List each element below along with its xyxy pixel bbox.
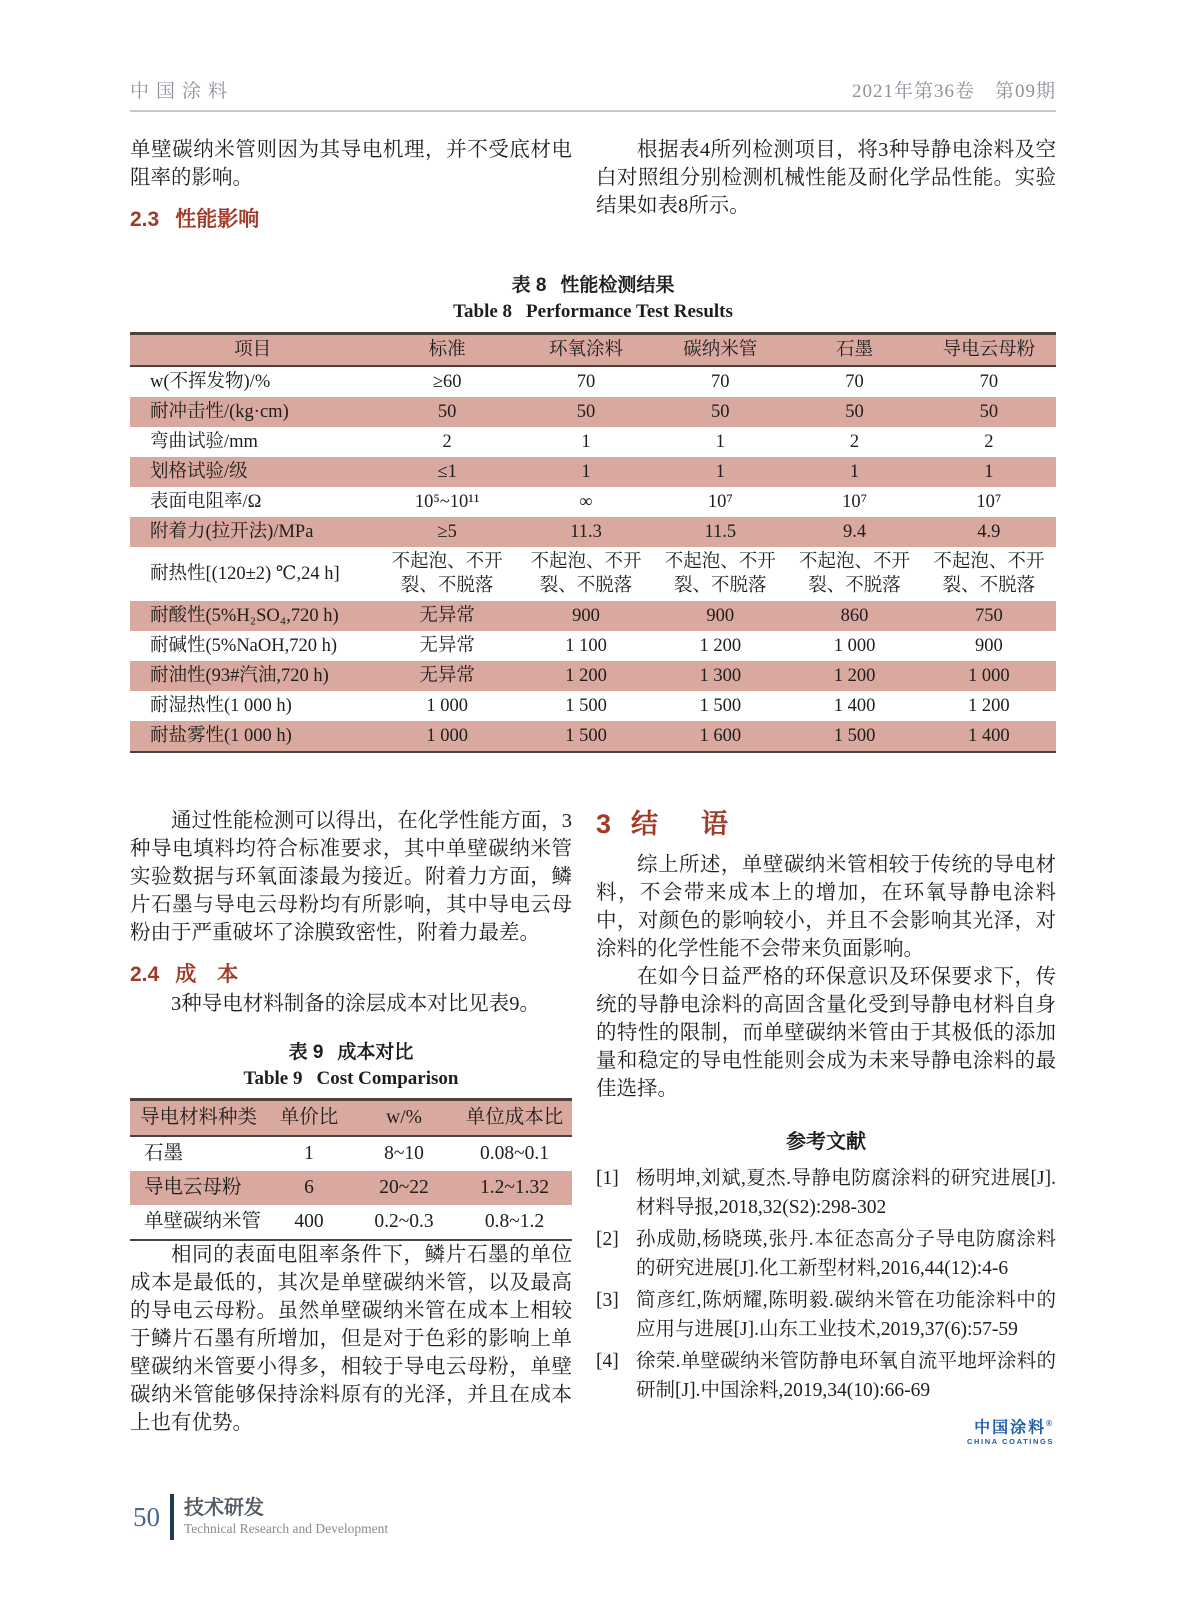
table-cell: 860 (840, 606, 869, 626)
table-row (130, 427, 1056, 457)
table-cell: 无异常 (419, 606, 475, 626)
cost-comparison-table (130, 1098, 572, 1241)
table-cell: 10⁷ (842, 492, 868, 512)
reference-text: 孙成勋,杨晓瑛,张丹.本征态高分子导电防腐涂料的研究进展[J].化工新型材料,2016,44(12):4-6 (636, 1229, 1056, 1279)
table8-caption-en-label: Table 8 (453, 301, 513, 322)
table-cell: 不起泡、不开裂、不脱落 (799, 552, 911, 596)
table-cell: 750 (974, 606, 1003, 626)
table-cell: 10⁷ (976, 492, 1002, 512)
table-cell: 不起泡、不开裂、不脱落 (391, 552, 503, 596)
table-row (130, 547, 1056, 601)
performance-test-table (130, 332, 1056, 753)
table-cell: 70 (845, 372, 864, 392)
table8-caption-zh-label: 表 8 (511, 275, 547, 296)
paragraph-conclusion-2: 在如今日益严格的环保意识及环保要求下，传统的导静电涂料的高固含量化受到导静电材料自身的特性的限制，而单壁碳纳米管由于其极低的添加量和稳定的导电性能则会成为未来导静电涂料的最佳选择。 (596, 966, 1056, 1100)
table9-block (130, 1040, 572, 1241)
table-cell: 900 (572, 606, 600, 626)
reference-item (596, 1164, 1056, 1222)
table-cell: 70 (979, 372, 999, 392)
table-cell: 2 (849, 432, 860, 452)
table-cell: ≥60 (432, 372, 462, 392)
table-row (130, 691, 1056, 721)
row-label: 耐酸性(5%H₂SO₄,720 h) (150, 606, 339, 626)
section-heading-3 (596, 807, 1056, 841)
table-cell: 2 (984, 432, 994, 452)
main-section (130, 807, 1056, 1447)
table-cell: 不起泡、不开裂、不脱落 (530, 552, 642, 596)
page-content (130, 76, 1056, 1447)
table-cell: 2 (442, 432, 452, 452)
row-label: 耐碱性(5%NaOH,720 h) (150, 636, 338, 656)
logo-trademark-icon: ® (1046, 1419, 1054, 1428)
table-row (130, 517, 1056, 547)
table-cell: 1 100 (565, 636, 607, 656)
table-cell: 6 (304, 1177, 314, 1198)
section-heading-2-3 (130, 205, 572, 235)
table-cell: 1 000 (426, 696, 468, 716)
logo-zh-label: 中国涂料 (974, 1419, 1047, 1437)
table9-caption-en-label: Table 9 (243, 1068, 303, 1089)
china-coatings-logo (596, 1415, 1056, 1447)
reference-text: 徐荣.单壁碳纳米管防静电环氧自流平地坪涂料的研制[J].中国涂料,2019,34(10):66-69 (636, 1351, 1056, 1401)
table-cell: 不起泡、不开裂、不脱落 (664, 552, 776, 596)
reference-number: [1] (596, 1168, 619, 1189)
table-cell: 11.5 (704, 522, 737, 542)
table-cell: 400 (294, 1211, 324, 1232)
references-list (596, 1164, 1056, 1405)
table-cell: 50 (845, 402, 864, 422)
row-label: 导电云母粉 (144, 1177, 242, 1198)
table-row (130, 721, 1056, 752)
page-number: 50 (133, 1501, 160, 1532)
page-footer (133, 1494, 388, 1540)
table-row (130, 457, 1056, 487)
table-cell: 4.9 (977, 522, 1001, 542)
table-row (130, 397, 1056, 427)
table-cell: ∞ (579, 492, 593, 512)
section-number: 3 (596, 809, 612, 839)
table-cell: 10⁷ (707, 492, 733, 512)
footer-section (184, 1496, 388, 1538)
table-cell: 1 200 (699, 636, 742, 656)
row-label: 耐盐雾性(1 000 h) (150, 726, 292, 746)
table-cell: 1 (304, 1143, 314, 1164)
table-row (130, 366, 1056, 397)
intro-section (130, 136, 1056, 235)
table-cell: 50 (711, 402, 730, 422)
section-heading-2-4 (130, 960, 572, 990)
table-cell: 10⁵~10¹¹ (414, 492, 480, 512)
table-cell: 1 200 (968, 696, 1010, 716)
reference-item (596, 1225, 1056, 1283)
column-header: 导电材料种类 (140, 1107, 258, 1128)
table-header-row (130, 1100, 572, 1137)
paragraph-cost-intro: 3种导电材料制备的涂层成本对比见表9。 (171, 993, 540, 1015)
column-header: 标准 (428, 340, 466, 360)
row-label: 表面电阻率/Ω (150, 492, 262, 512)
table-row (130, 631, 1056, 661)
table-cell: 1 500 (833, 726, 876, 746)
table-cell: 50 (437, 402, 457, 422)
section-title: 成 本 (175, 963, 239, 986)
table-header-row (130, 334, 1056, 367)
row-label: w(不挥发物)/% (150, 372, 271, 392)
table-cell: 0.2~0.3 (374, 1211, 434, 1232)
issue-info: 2021年第36卷 第09期 (851, 81, 1056, 102)
table9-caption-en-title: Cost Comparison (316, 1068, 459, 1089)
table-cell: ≤1 (437, 462, 457, 482)
column-header: 环氧涂料 (549, 340, 624, 360)
table-cell: 1 200 (833, 666, 876, 686)
table8-caption-zh (130, 273, 1056, 299)
row-label: 耐湿热性(1 000 h) (150, 696, 292, 716)
column-header: 单位成本比 (465, 1107, 564, 1128)
section-title: 结 语 (631, 809, 737, 839)
row-label: 耐热性[(120±2) ℃,24 h] (150, 564, 340, 584)
table-row (130, 1171, 572, 1205)
footer-section-en: Technical Research and Development (184, 1521, 389, 1536)
table9-caption-zh (130, 1040, 572, 1066)
table-cell: 1 600 (699, 726, 742, 746)
row-label: 划格试验/级 (150, 462, 248, 482)
reference-number: [2] (596, 1229, 619, 1250)
table-cell: 900 (974, 636, 1003, 656)
table-cell: 无异常 (419, 666, 475, 686)
table-cell: 1 (715, 462, 725, 482)
left-column (130, 807, 572, 1447)
table-cell: 9.4 (842, 522, 867, 542)
table9-caption-en (130, 1066, 572, 1092)
table-cell: 50 (979, 402, 999, 422)
reference-number: [3] (596, 1290, 619, 1311)
paragraph-cost-discussion: 相同的表面电阻率条件下，鳞片石墨的单位成本是最低的，其次是单壁碳纳米管，以及最高的导电云母粉。虽然单壁碳纳米管在成本上相较于鳞片石墨有所增加，但是对于色彩的影响上单壁碳纳米管要小得多，相较于导电云母粉，单壁碳纳米管能够保持涂料原有的光泽，并且在成本上也有优势。 (130, 1244, 572, 1434)
section-title: 性能影响 (175, 208, 260, 231)
reference-text: 简彦红,陈炳耀,陈明毅.碳纳米管在功能涂料中的应用与进展[J].山东工业技术,2019,37(6):57-59 (636, 1290, 1056, 1340)
table-cell: 70 (576, 372, 596, 392)
section-number: 2.4 (130, 963, 160, 986)
table-cell: 不起泡、不开裂、不脱落 (933, 552, 1045, 596)
page-header (130, 76, 1056, 112)
section-number: 2.3 (130, 208, 160, 231)
table8-caption-zh-title: 性能检测结果 (560, 275, 675, 296)
column-header: 石墨 (836, 340, 874, 360)
row-label: 石墨 (144, 1143, 184, 1164)
table8-caption-en (130, 299, 1056, 325)
table-row (130, 661, 1056, 691)
column-header: 碳纳米管 (683, 340, 758, 360)
row-label: 耐油性(93#汽油,720 h) (150, 666, 329, 686)
right-column (596, 807, 1056, 1447)
journal-name: 中国涂料 (130, 81, 235, 102)
table-cell: 1 500 (565, 726, 607, 746)
column-header: w/% (386, 1107, 422, 1128)
table-cell: 1 (849, 462, 860, 482)
table-cell: 1 300 (699, 666, 742, 686)
table-cell: 1 000 (833, 636, 876, 656)
table-cell: 1 (984, 462, 994, 482)
table-cell: 1 500 (565, 696, 607, 716)
table-cell: 1 500 (699, 696, 742, 716)
footer-section-zh: 技术研发 (184, 1497, 264, 1519)
reference-item (596, 1347, 1056, 1405)
table-cell: 0.08~0.1 (480, 1143, 550, 1164)
table9-caption-zh-label: 表 9 (288, 1042, 324, 1063)
logo-en-text: CHINA COATINGS (967, 1437, 1054, 1447)
logo-zh-text (596, 1415, 1054, 1436)
column-header: 导电云母粉 (942, 340, 1036, 360)
table-cell: 20~22 (379, 1177, 429, 1198)
table-cell: 1 400 (968, 726, 1010, 746)
table-cell: 900 (706, 606, 735, 626)
table-cell: 无异常 (419, 636, 475, 656)
table-cell: 1 000 (968, 666, 1010, 686)
row-label: 附着力(拉开法)/MPa (150, 522, 314, 542)
table-cell: 1 200 (565, 666, 607, 686)
reference-text: 杨明坤,刘斌,夏杰.导静电防腐涂料的研究进展[J].材料导报,2018,32(S2):298-302 (636, 1168, 1056, 1218)
paragraph-conclusion-1: 综上所述，单壁碳纳米管相较于传统的导电材料，不会带来成本上的增加，在环氧导静电涂料中，对颜色的影响较小，并且不会影响其光泽，对涂料的化学性能不会带来负面影响。 (596, 854, 1056, 960)
paragraph-intro-left: 单壁碳纳米管则因为其导电机理，并不受底材电阻率的影响。 (130, 139, 572, 189)
table8-block (130, 273, 1056, 753)
table-cell: 70 (711, 372, 730, 392)
reference-item (596, 1286, 1056, 1344)
table-row (130, 601, 1056, 631)
row-label: 耐冲击性/(kg·cm) (150, 402, 289, 422)
table-cell: 1.2~1.32 (480, 1177, 550, 1198)
row-label: 弯曲试验/mm (150, 432, 258, 452)
table-row (130, 1205, 572, 1240)
table-cell: 11.3 (570, 522, 602, 542)
table-row (130, 487, 1056, 517)
paragraph-performance-discussion: 通过性能检测可以得出，在化学性能方面，3种导电填料均符合标准要求，其中单壁碳纳米管实验数据与环氧面漆最为接近。附着力方面，鳞片石墨与导电云母粉均有所影响，其中导电云母粉由于严重破坏了涂膜致密性，附着力最差。 (130, 810, 572, 944)
table-cell: 1 400 (833, 696, 876, 716)
table-cell: 1 (715, 432, 725, 452)
table-cell: 50 (576, 402, 596, 422)
table-cell: 1 (581, 462, 591, 482)
table9-caption-zh-title: 成本对比 (337, 1042, 414, 1063)
table-cell: 0.8~1.2 (484, 1211, 545, 1232)
table-cell: ≥5 (437, 522, 457, 542)
reference-number: [4] (596, 1351, 619, 1372)
paragraph-intro-right: 根据表4所列检测项目，将3种导静电涂料及空白对照组分别检测机械性能及耐化学品性能。实验结果如表8所示。 (596, 139, 1056, 217)
table-cell: 8~10 (384, 1143, 424, 1164)
table-row (130, 1136, 572, 1171)
column-header: 项目 (234, 340, 272, 360)
table-cell: 1 (581, 432, 591, 452)
table8-caption-en-title: Performance Test Results (526, 301, 733, 322)
row-label: 单壁碳纳米管 (144, 1211, 262, 1232)
references-title: 参考文献 (786, 1131, 866, 1153)
footer-divider (170, 1494, 174, 1540)
table-cell: 1 000 (426, 726, 468, 746)
column-header: 单价比 (279, 1107, 339, 1128)
